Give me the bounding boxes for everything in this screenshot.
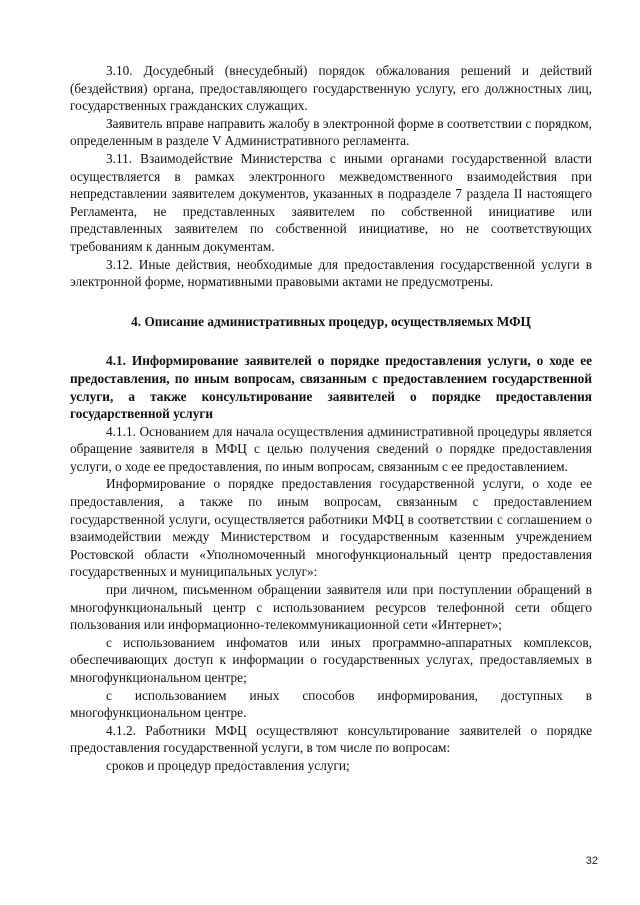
paragraph-3-12: 3.12. Иные действия, необходимые для предоставления государственной услуги в электронной форме, нормативными правовыми актами не предусмотрены.: [70, 256, 592, 290]
paragraph-personal-request: при личном, письменном обращении заявителя или при поступлении обращений в многофункциональный центр с использованием ресурсов телефонной сети общего пользования или информационно-телекоммуникационной сети «Интернет»;: [70, 582, 592, 633]
paragraph-informing: Информирование о порядке предоставления государственной услуги, о ходе ее предоставления, а также по иным вопросам, связанным с предоставлением государственной услуги, осуществляется работники МФЦ в соответствии с соглашением о взаимодействии между Министерством и государственным казенным учреждением Ростовской области «Уполномоченный многофункциональный центр предоставления государственных и муниципальных услуг»:: [70, 476, 592, 580]
section-heading: 4. Описание административных процедур, осуществляемых МФЦ: [131, 313, 531, 329]
paragraph-3-10: 3.10. Досудебный (внесудебный) порядок обжалования решений и действий (бездействия) органа, предоставляющего государственную услугу, его должностных лиц, государственных гражданских служащих.: [70, 63, 592, 114]
paragraph-4-1-2: 4.1.2. Работники МФЦ осуществляют консультирование заявителей о порядке предоставления государственной услуги, в том числе по вопросам:: [70, 722, 592, 756]
subsection-heading: 4.1. Информирование заявителей о порядке предоставления услуги, о ходе ее предоставления, по иным вопросам, связанным с предоставлением государственной услуги, а также консультирование заявителей о порядке предоставления государственной услуги: [70, 353, 592, 422]
paragraph-other-methods: с использованием иных способов информирования, доступных в многофункциональном центре.: [70, 687, 592, 721]
paragraph-complaint: Заявитель вправе направить жалобу в электронной форме в соответствии с порядком, определенным в разделе V Административного регламента.: [70, 115, 592, 149]
document-page: [70, 62, 592, 775]
page-number: 32: [585, 855, 598, 867]
paragraph-3-11: 3.11. Взаимодействие Министерства с иными органами государственной власти осуществляется в рамках электронного межведомственного взаимодействия при непредставлении заявителем документов, указанных в подразделе 7 раздела II настоящего Регламента, не представленных заявителем по собственной инициативе или представленных заявителем по собственной инициативе, но не соответствующих требованиям к данным документам.: [70, 150, 592, 254]
paragraph-infomats: с использованием инфоматов или иных программно-аппаратных комплексов, обеспечивающих доступ к информации о государственных услугах, предоставляемых в многофункциональном центре;: [70, 634, 592, 685]
paragraph-terms: сроков и процедур предоставления услуги;: [106, 757, 350, 773]
paragraph-4-1-1: 4.1.1. Основанием для начала осуществления административной процедуры является обращение заявителя в МФЦ с целью получения сведений о порядке предоставления услуги, о ходе ее предоставления, по иным вопросам, связанным с ее предоставлением.: [70, 423, 592, 474]
